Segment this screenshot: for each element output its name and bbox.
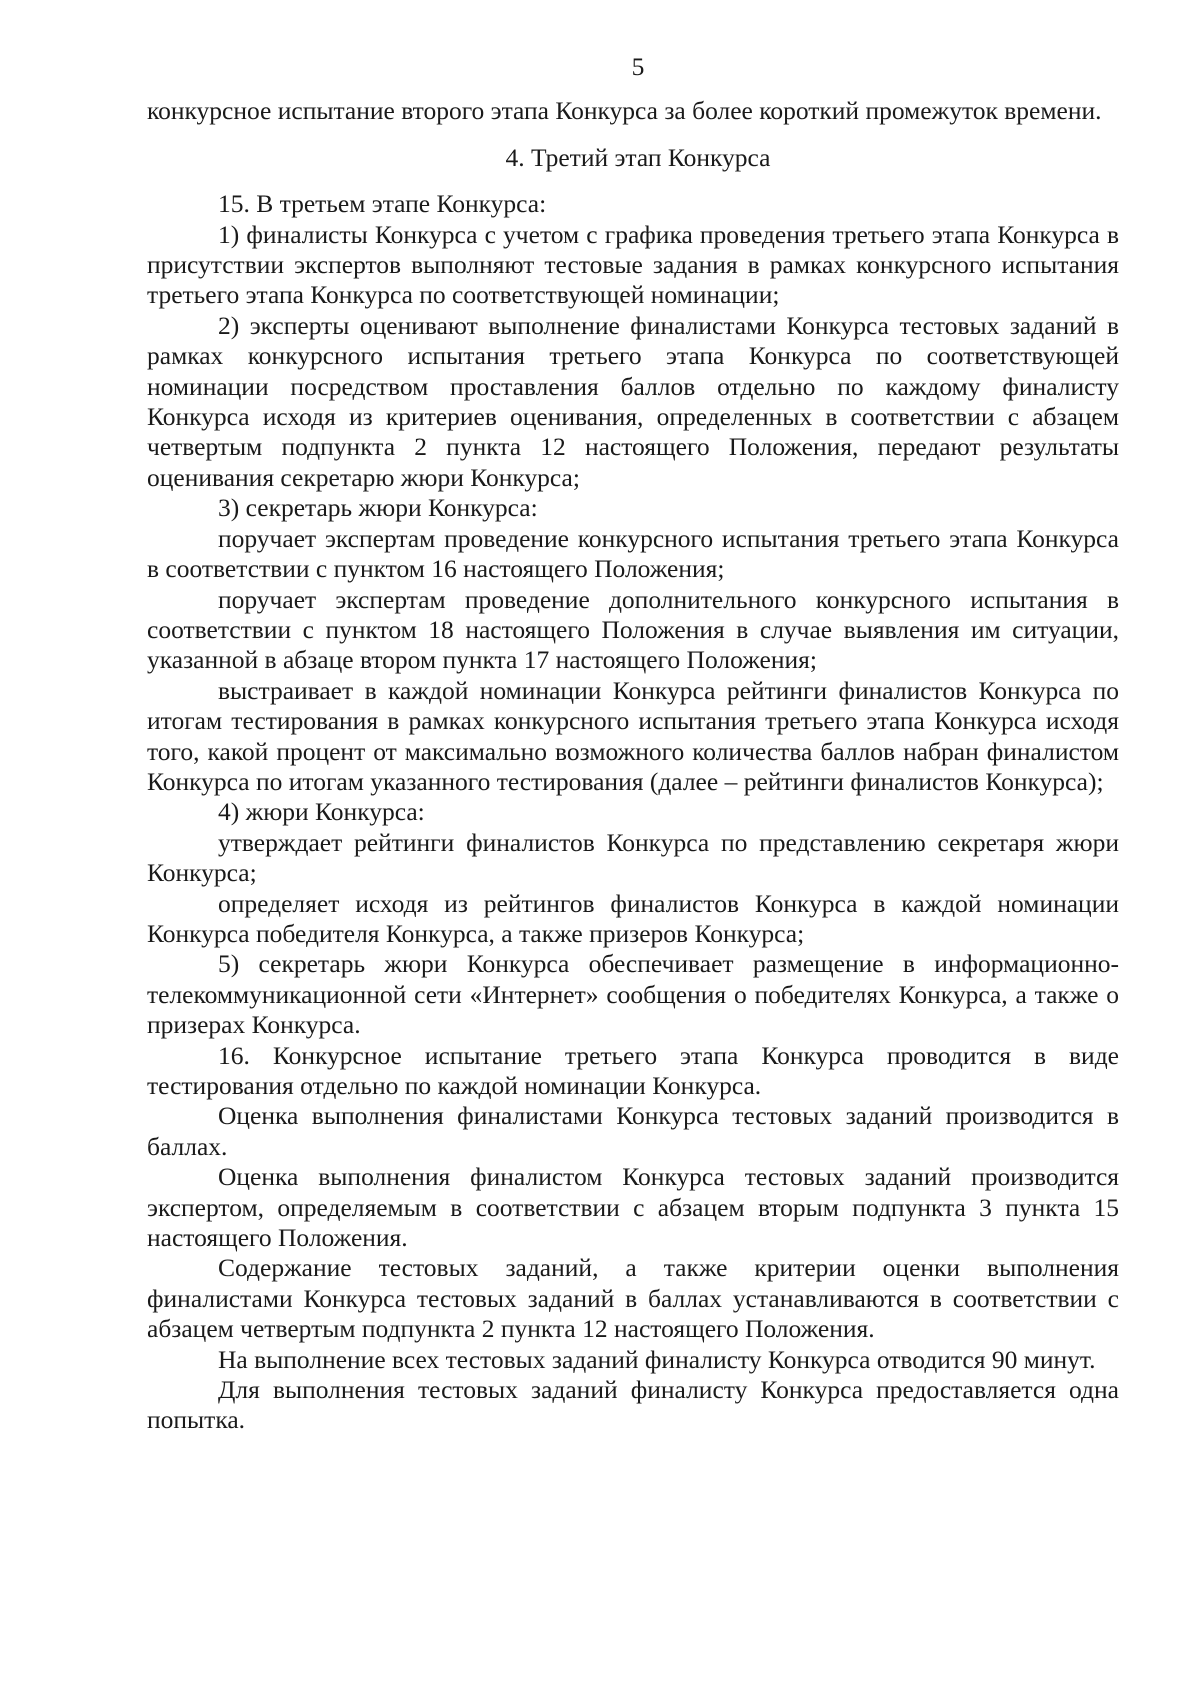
paragraph-item-16-part-4: Содержание тестовых заданий, а также критерии оценки выполнения финалистами Конкурса тестовых заданий в баллах устанавливаются в соответствии с абзацем четвертым подпункта 2 пункта 12 настоящего Положения. xyxy=(147,1253,1119,1344)
paragraph-subitem-3: 3) секретарь жюри Конкурса: xyxy=(218,493,538,523)
paragraph-item-15: 15. В третьем этапе Конкурса: xyxy=(218,189,547,219)
paragraph-subitem-4: 4) жюри Конкурса: xyxy=(218,797,425,827)
paragraph-item-16-part-3: Оценка выполнения финалистом Конкурса тестовых заданий производится экспертом, определяемым в соответствии с абзацем вторым подпункта 3 пункта 15 настоящего Положения. xyxy=(147,1162,1119,1253)
paragraph-subitem-1: 1) финалисты Конкурса с учетом с графика проведения третьего этапа Конкурса в присутствии экспертов выполняют тестовые задания в рамках конкурсного испытания третьего этапа Конкурса по соответствующей номинации; xyxy=(147,219,1119,310)
paragraph-subitem-2: 2) эксперты оценивают выполнение финалистами Конкурса тестовых заданий в рамках конкурсного испытания третьего этапа Конкурса по соответствующей номинации посредством проставления баллов отдельно по каждому финалисту Конкурса исходя из критериев оценивания, определенных в соответствии с абзацем четвертым подпункта 2 пункта 12 настоящего Положения, передают результаты оценивания секретарю жюри Конкурса; xyxy=(147,310,1119,492)
paragraph-item-16: 16. Конкурсное испытание третьего этапа Конкурса проводится в виде тестирования отдельно по каждой номинации Конкурса. xyxy=(147,1040,1119,1100)
paragraph-item-16-part-5: На выполнение всех тестовых заданий финалисту Конкурса отводится 90 минут. xyxy=(218,1344,1096,1374)
paragraph-subitem-4-clause-2: определяет исходя из рейтингов финалистов Конкурса в каждой номинации Конкурса победителя Конкурса, а также призеров Конкурса; xyxy=(147,888,1119,948)
paragraph-subitem-5: 5) секретарь жюри Конкурса обеспечивает размещение в информационно-телекоммуникационной сети «Интернет» сообщения о победителях Конкурса, а также о призерах Конкурса. xyxy=(147,949,1119,1040)
paragraph-item-16-part-2: Оценка выполнения финалистами Конкурса тестовых заданий производится в баллах. xyxy=(147,1101,1119,1161)
document-page xyxy=(147,52,1119,1436)
section-heading: 4. Третий этап Конкурса xyxy=(505,142,771,172)
paragraph-subitem-3-clause-2: поручает экспертам проведение дополнительного конкурсного испытания в соответствии с пунктом 18 настоящего Положения в случае выявления им ситуации, указанной в абзаце втором пункта 17 настоящего Положения; xyxy=(147,584,1119,675)
paragraph-item-16-part-6: Для выполнения тестовых заданий финалисту Конкурса предоставляется одна попытка. xyxy=(147,1375,1119,1435)
continuation-paragraph: конкурсное испытание второго этапа Конкурса за более короткий промежуток времени. xyxy=(147,96,1102,126)
paragraph-subitem-3-clause-1: поручает экспертам проведение конкурсного испытания третьего этапа Конкурса в соответствии с пунктом 16 настоящего Положения; xyxy=(147,523,1119,584)
paragraph-subitem-4-clause-1: утверждает рейтинги финалистов Конкурса по представлению секретаря жюри Конкурса; xyxy=(147,827,1119,888)
page-number: 5 xyxy=(631,52,645,81)
paragraph-subitem-3-clause-3: выстраивает в каждой номинации Конкурса рейтинги финалистов Конкурса по итогам тестирования в рамках конкурсного испытания третьего этапа Конкурса исходя того, какой процент от максимально возможного количества баллов набран финалистом Конкурса по итогам указанного тестирования (далее – рейтинги финалистов Конкурса); xyxy=(147,675,1119,796)
